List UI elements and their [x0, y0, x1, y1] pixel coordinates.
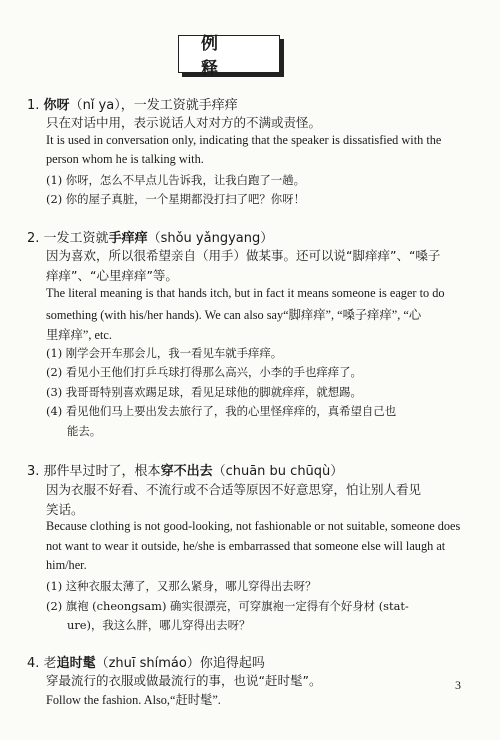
example-sentence: (1) 刚学会开车那会儿，我一看见车就手痒痒。 — [46, 346, 283, 360]
entry-number: 1. — [27, 98, 40, 113]
chinese-explanation: 笑话。 — [46, 502, 84, 517]
chinese-explanation: 痒痒”、“心里痒痒”等。 — [46, 268, 178, 283]
heading-text: （nǐ ya），一发工资就手痒痒 — [69, 98, 238, 113]
heading-text: （zhuī shímáo）你追得起吗 — [95, 656, 265, 671]
example-sentence: (3) 我哥哥特别喜欢踢足球，看见足球他的脚就痒痒，就想踢。 — [46, 385, 362, 399]
example-sentence-continued: 能去。 — [67, 424, 102, 438]
entry-heading — [27, 652, 265, 671]
heading-text: 老 — [43, 656, 57, 671]
example-sentence: (1) 你呀，怎么不早点儿告诉我，让我白跑了一趟。 — [46, 173, 305, 187]
english-explanation: not want to wear it outside, he/she is embarrassed that someone else will laugh at — [46, 539, 446, 553]
example-sentence-continued: ure)，我这么胖，哪儿穿得出去呀？ — [67, 618, 251, 632]
entry-number: 2. — [27, 231, 40, 246]
heading-keyword: 穿不出去 — [160, 464, 213, 479]
page-number: 3 — [455, 678, 461, 692]
example-sentence: (2) 你的屋子真脏，一个星期都没打扫了吧？你呀！ — [46, 192, 305, 206]
example-sentence: (1) 这种衣服太薄了，又那么紧身，哪儿穿得出去呀？ — [46, 579, 317, 593]
english-explanation: The literal meaning is that hands itch, but in fact it means someone is eager to do — [46, 286, 445, 300]
chinese-explanation: 因为喜欢，所以很希望亲自（用手）做某事。还可以说“脚痒痒”、“嗓子 — [46, 248, 441, 263]
english-explanation: him/her. — [46, 558, 87, 572]
heading-text: 那件早过时了，根本 — [43, 464, 161, 479]
heading-keyword: 追时髦 — [56, 656, 96, 671]
heading-text: 一发工资就 — [43, 231, 109, 246]
chinese-explanation: 穿最流行的衣服或做最流行的事，也说“赶时髦”。 — [46, 673, 322, 688]
english-explanation: It is used in conversation only, indicating that the speaker is dissatisfied with the — [46, 133, 442, 147]
chinese-explanation: 只在对话中用，表示说话人对对方的不满或责怪。 — [46, 115, 322, 130]
entry-heading — [27, 227, 273, 246]
chinese-explanation: 因为衣服不好看、不流行或不合适等原因不好意思穿，怕让别人看见 — [46, 482, 422, 497]
example-sentence: (2) 看见小王他们打乒乓球打得那么高兴，小李的手也痒痒了。 — [46, 365, 362, 379]
entry-number: 4. — [27, 656, 40, 671]
entry-heading — [27, 460, 343, 479]
english-explanation: 里痒痒”, etc. — [46, 328, 112, 342]
english-explanation: Because clothing is not good-looking, not fashionable or not suitable, someone does — [46, 519, 461, 533]
section-title: 例 释 — [201, 34, 240, 79]
english-explanation: something (with his/her hands). We can also say“脚痒痒”, “嗓子痒痒”, “心 — [46, 308, 422, 322]
heading-text: （shǒu yǎngyang） — [147, 231, 274, 246]
heading-keyword: 手痒痒 — [108, 231, 148, 246]
english-explanation: Follow the fashion. Also,“赶时髦”. — [46, 693, 221, 707]
entry-number: 3. — [27, 464, 40, 479]
entry-heading — [27, 94, 238, 113]
example-sentence: (4) 看见他们马上要出发去旅行了，我的心里怪痒痒的，真希望自己也 — [46, 404, 397, 418]
heading-keyword: 你呀 — [43, 98, 70, 113]
english-explanation: person whom he is talking with. — [46, 152, 204, 166]
section-title-box — [178, 34, 280, 79]
example-sentence: (2) 旗袍 (cheongsam) 确实很漂亮，可穿旗袍一定得有个好身材 (stat- — [46, 599, 409, 613]
heading-text: （chuān bu chūqù） — [212, 464, 344, 479]
